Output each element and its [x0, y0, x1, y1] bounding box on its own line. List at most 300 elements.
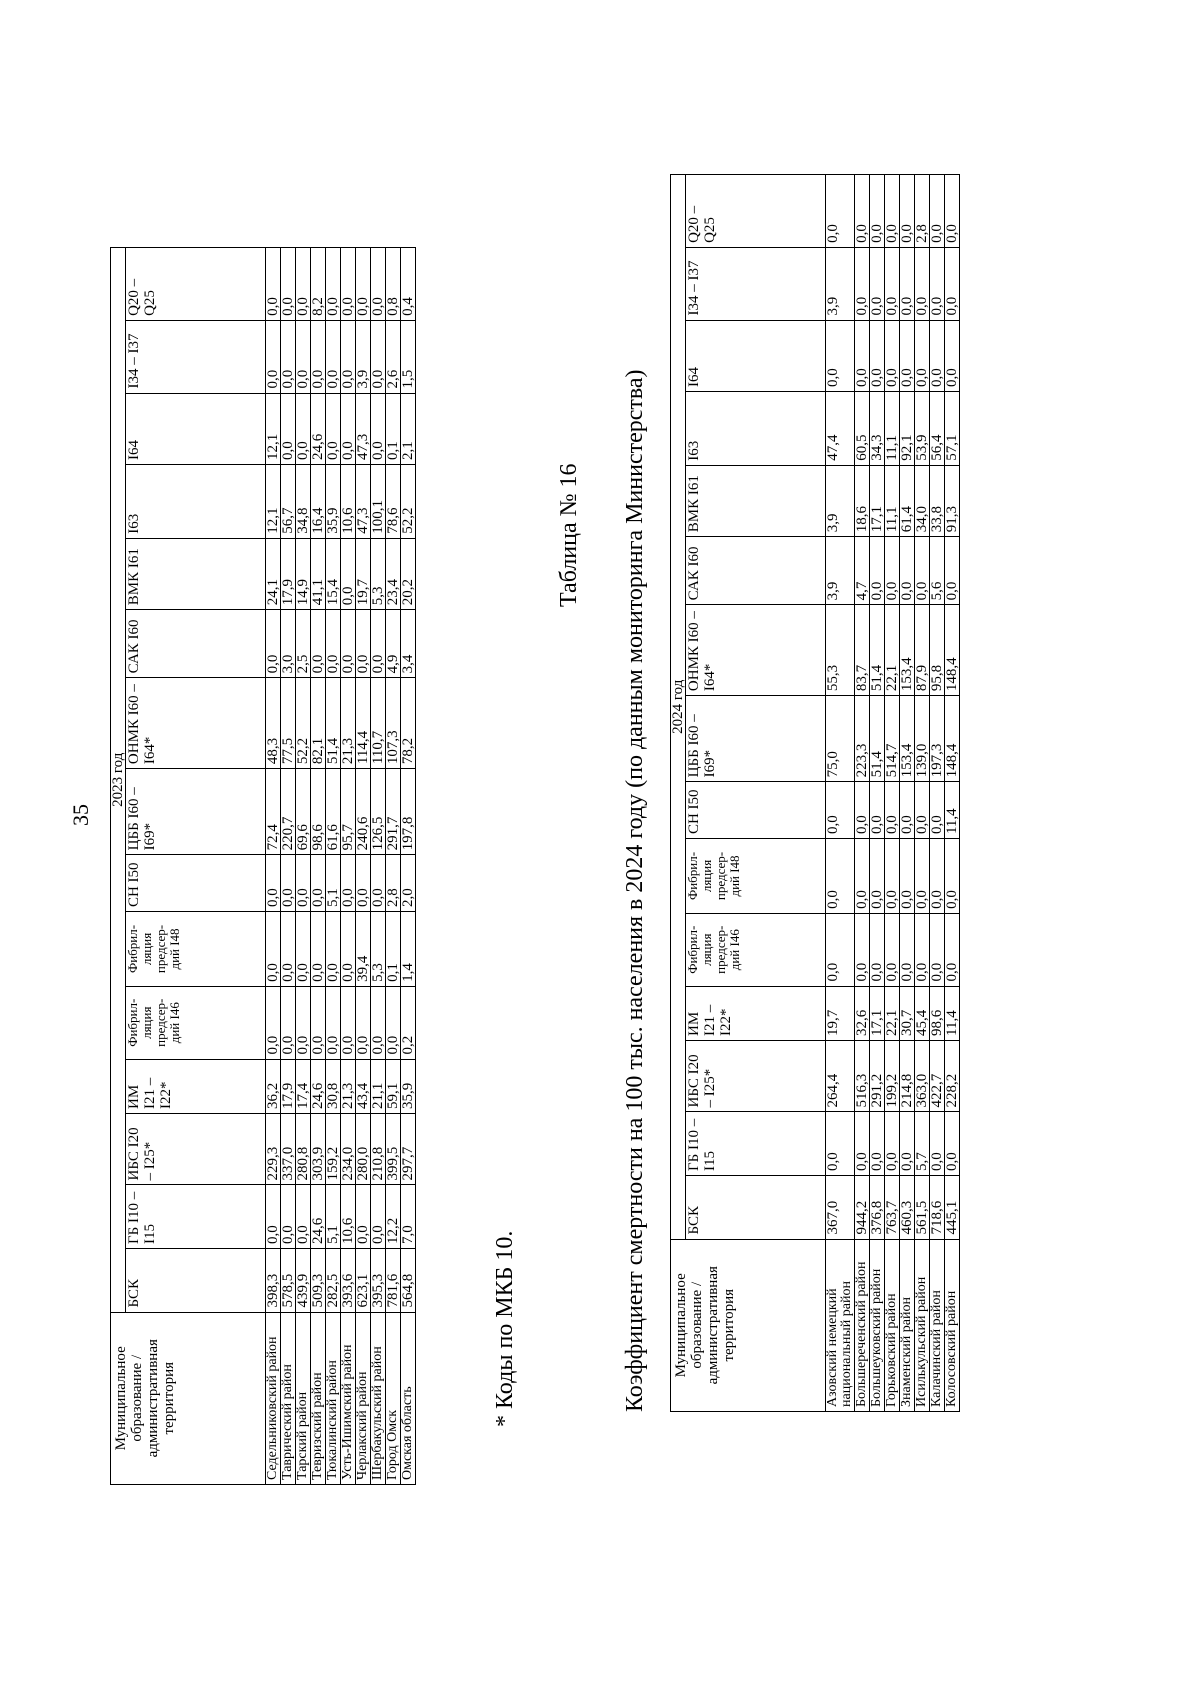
- table-cell: 0,0: [281, 912, 296, 987]
- table-cell: 0,0: [371, 610, 386, 678]
- table-cell: 0,0: [900, 913, 915, 986]
- table-cell: 3,9: [826, 247, 855, 320]
- territory-name: Тюкалинский район: [326, 1312, 341, 1484]
- table-cell: 10,6: [341, 1185, 356, 1249]
- table-cell: 0,0: [855, 175, 870, 248]
- table-row: [386, 248, 401, 1485]
- fp146-header: Фибрил-ляция предсер-дий I46: [686, 913, 826, 986]
- table-cell: 0,0: [855, 913, 870, 986]
- table-cell: 0,1: [386, 912, 401, 987]
- table-cell: 781,6: [386, 1249, 401, 1313]
- territory-name: Усть-Ишимский район: [341, 1312, 356, 1484]
- table-cell: 0,0: [930, 839, 945, 914]
- table-cell: 0,0: [356, 610, 371, 678]
- table-cell: 0,0: [900, 247, 915, 320]
- table-cell: 0,0: [930, 247, 945, 320]
- table-cell: 61,4: [900, 465, 915, 536]
- table-cell: 5,3: [371, 538, 386, 609]
- sak-header: САК I60: [126, 610, 266, 678]
- table-cell: 110,7: [371, 678, 386, 769]
- table-cell: 52,2: [296, 678, 311, 769]
- ibs-header: ИБС I20 – I25*: [126, 1113, 266, 1184]
- table-cell: 0,0: [296, 320, 311, 393]
- table-cell: 291,7: [386, 769, 401, 855]
- table-cell: 0,0: [945, 1112, 960, 1176]
- table-cell: 376,8: [870, 1176, 885, 1240]
- table-cell: 0,0: [266, 1185, 281, 1249]
- i63-header: I63: [126, 465, 266, 539]
- table-cell: 234,0: [341, 1113, 356, 1184]
- table-row: [855, 175, 870, 1412]
- table-cell: 0,0: [870, 913, 885, 986]
- table-cell: 100,1: [371, 465, 386, 539]
- table2-body: [671, 175, 960, 1412]
- table-cell: 19,7: [356, 538, 371, 609]
- table-cell: 220,7: [281, 769, 296, 855]
- table-cell: 0,0: [826, 913, 855, 986]
- territory-header: Муниципальное образование / административная территория: [111, 1312, 266, 1484]
- table-row: [356, 248, 371, 1485]
- table-row: [371, 248, 386, 1485]
- table-cell: 77,5: [281, 678, 296, 769]
- table-cell: 69,6: [296, 769, 311, 855]
- table-cell: 0,0: [311, 855, 326, 912]
- table-cell: 0,0: [915, 320, 930, 391]
- table-cell: 0,0: [900, 782, 915, 839]
- table-cell: 516,3: [855, 1040, 870, 1111]
- table-cell: 1,4: [401, 912, 416, 987]
- vmk-header: ВМК I61: [126, 538, 266, 609]
- table-cell: 24,1: [266, 538, 281, 609]
- table-cell: 0,0: [826, 320, 855, 391]
- table-cell: 12,1: [266, 393, 281, 464]
- table-cell: 17,9: [281, 1059, 296, 1113]
- table-cell: 0,0: [900, 175, 915, 248]
- table-cell: 82,1: [311, 678, 326, 769]
- table-cell: 14,9: [296, 538, 311, 609]
- table-cell: 55,3: [826, 605, 855, 696]
- table-row: [266, 248, 281, 1485]
- table-cell: 0,0: [296, 393, 311, 464]
- table-cell: 0,0: [915, 913, 930, 986]
- sak-header: САК I60: [686, 537, 826, 605]
- table-cell: 5,1: [326, 855, 341, 912]
- table-cell: 2,1: [401, 393, 416, 464]
- table-cell: 2,6: [386, 320, 401, 393]
- table-cell: 0,0: [870, 537, 885, 605]
- table-cell: 91,3: [945, 465, 960, 536]
- table-row: [915, 175, 930, 1412]
- territory-name: Большеуковский район: [870, 1239, 885, 1411]
- table-cell: 7,0: [401, 1185, 416, 1249]
- table-cell: 18,6: [855, 465, 870, 536]
- mortality-table-2023: [110, 247, 416, 1485]
- i63-header: I63: [686, 392, 826, 466]
- table-cell: 11,1: [885, 392, 900, 466]
- territory-name: Тевризский район: [311, 1312, 326, 1484]
- table-cell: 12,1: [266, 465, 281, 539]
- table-cell: 0,0: [326, 986, 341, 1059]
- table-cell: 39,4: [356, 912, 371, 987]
- table-cell: 47,4: [826, 392, 855, 466]
- table-cell: 0,0: [326, 610, 341, 678]
- table-cell: 0,0: [356, 986, 371, 1059]
- territory-name: Азовский немецкий национальный район: [826, 1239, 855, 1411]
- table-cell: 0,0: [341, 855, 356, 912]
- table-cell: 0,0: [885, 839, 900, 914]
- table-cell: 0,0: [900, 1112, 915, 1176]
- table-cell: 0,0: [356, 248, 371, 321]
- table-cell: 0,0: [371, 855, 386, 912]
- table-cell: 98,6: [311, 769, 326, 855]
- table-cell: 23,4: [386, 538, 401, 609]
- table-cell: 0,0: [885, 913, 900, 986]
- table-cell: 280,8: [296, 1113, 311, 1184]
- table1-body: [111, 248, 416, 1485]
- table-cell: 445,1: [945, 1176, 960, 1240]
- gb-header: ГБ I10 – I15: [126, 1185, 266, 1249]
- table-cell: 395,3: [371, 1249, 386, 1313]
- table-row: [826, 175, 855, 1412]
- table-cell: 0,0: [326, 393, 341, 464]
- table-cell: 197,3: [930, 696, 945, 782]
- table-cell: 578,5: [281, 1249, 296, 1313]
- table-cell: 0,0: [341, 320, 356, 393]
- table-cell: 22,1: [885, 986, 900, 1040]
- table-cell: 439,9: [296, 1249, 311, 1313]
- territory-name: Колосовский район: [945, 1239, 960, 1411]
- table-cell: 0,0: [356, 1185, 371, 1249]
- table-cell: 0,0: [281, 1185, 296, 1249]
- table-cell: 0,0: [915, 839, 930, 914]
- table-cell: 2,0: [401, 855, 416, 912]
- table-row: [885, 175, 900, 1412]
- table-cell: 0,0: [281, 248, 296, 321]
- table-cell: 48,3: [266, 678, 281, 769]
- table-cell: 0,0: [885, 1112, 900, 1176]
- table-cell: 16,4: [311, 465, 326, 539]
- table-cell: 60,5: [855, 392, 870, 466]
- table-row: [326, 248, 341, 1485]
- table-cell: 148,4: [945, 696, 960, 782]
- table-cell: 153,4: [900, 696, 915, 782]
- table-cell: 280,0: [356, 1113, 371, 1184]
- year-header: 2024 год: [671, 175, 686, 1240]
- table-cell: 623,1: [356, 1249, 371, 1313]
- table-cell: 0,0: [870, 1112, 885, 1176]
- page-number: 35: [68, 804, 93, 826]
- table-cell: 17,1: [870, 465, 885, 536]
- sn-header: СН I50: [126, 855, 266, 912]
- table-row: [870, 175, 885, 1412]
- i64-header: I64: [686, 320, 826, 391]
- table-cell: 0,0: [870, 782, 885, 839]
- table-cell: 35,9: [326, 465, 341, 539]
- table-cell: 0,0: [311, 610, 326, 678]
- table-cell: 0,0: [855, 247, 870, 320]
- table-cell: 33,8: [930, 465, 945, 536]
- table-cell: 3,9: [826, 537, 855, 605]
- table-cell: 15,4: [326, 538, 341, 609]
- table-cell: 52,2: [401, 465, 416, 539]
- ibs-header: ИБС I20 – I25*: [686, 1040, 826, 1111]
- table-cell: 0,0: [266, 855, 281, 912]
- table-cell: 21,3: [341, 1059, 356, 1113]
- table-cell: 34,0: [915, 465, 930, 536]
- table-cell: 228,2: [945, 1040, 960, 1111]
- table-cell: 87,9: [915, 605, 930, 696]
- table-cell: 0,0: [870, 175, 885, 248]
- table-cell: 0,0: [371, 393, 386, 464]
- table-cell: 56,4: [930, 392, 945, 466]
- bsk-header: БСК: [126, 1249, 266, 1313]
- table-cell: 0,0: [296, 855, 311, 912]
- table-cell: 78,2: [401, 678, 416, 769]
- table-cell: 944,2: [855, 1176, 870, 1240]
- q20-header: Q20 – Q25: [126, 248, 266, 321]
- table-cell: 0,0: [371, 248, 386, 321]
- i34-header: I34 – I37: [126, 320, 266, 393]
- table-cell: 223,3: [855, 696, 870, 782]
- table-cell: 0,0: [930, 320, 945, 391]
- table-cell: 0,0: [826, 839, 855, 914]
- table-cell: 95,7: [341, 769, 356, 855]
- table-cell: 57,1: [945, 392, 960, 466]
- year-header: 2023 год: [111, 248, 126, 1313]
- table-cell: 0,0: [266, 610, 281, 678]
- table-cell: 0,0: [885, 247, 900, 320]
- table-cell: 393,6: [341, 1249, 356, 1313]
- territory-name: Таврический район: [281, 1312, 296, 1484]
- im-header: ИМ I21 – I22*: [686, 986, 826, 1040]
- table-cell: 514,7: [885, 696, 900, 782]
- table-cell: 95,8: [930, 605, 945, 696]
- table-cell: 41,1: [311, 538, 326, 609]
- table-cell: 24,6: [311, 393, 326, 464]
- table-cell: 0,1: [386, 393, 401, 464]
- i64-header: I64: [126, 393, 266, 464]
- table-cell: 0,0: [930, 913, 945, 986]
- territory-name: Седельниковский район: [266, 1312, 281, 1484]
- footnote: * Коды по МКБ 10.: [492, 1230, 518, 1427]
- i34-header: I34 – I37: [686, 247, 826, 320]
- onmk-header: ОНМК I60 – I64*: [126, 678, 266, 769]
- table-cell: 43,4: [356, 1059, 371, 1113]
- table-cell: 0,0: [826, 782, 855, 839]
- territory-name: Горьковский район: [885, 1239, 900, 1411]
- table-cell: 422,7: [930, 1040, 945, 1111]
- territory-header: Муниципальное образование / административная территория: [671, 1239, 826, 1411]
- table-cell: 303,9: [311, 1113, 326, 1184]
- territory-name: Шербакульский район: [371, 1312, 386, 1484]
- table-cell: 51,4: [326, 678, 341, 769]
- table-cell: 718,6: [930, 1176, 945, 1240]
- table-cell: 32,6: [855, 986, 870, 1040]
- table-cell: 0,0: [296, 248, 311, 321]
- table-cell: 0,0: [826, 1112, 855, 1176]
- table-title: Коэффициент смертности на 100 тыс. населения в 2024 году (по данным мониторинга Министерства): [622, 369, 648, 1412]
- table-cell: 0,0: [915, 537, 930, 605]
- onmk-header: ОНМК I60 – I64*: [686, 605, 826, 696]
- table-cell: 72,4: [266, 769, 281, 855]
- table-cell: 0,8: [386, 248, 401, 321]
- table-row: [945, 175, 960, 1412]
- table-cell: 35,9: [401, 1059, 416, 1113]
- table-cell: 98,6: [930, 986, 945, 1040]
- table-cell: 0,0: [281, 320, 296, 393]
- table-cell: 19,7: [826, 986, 855, 1040]
- table-cell: 0,0: [900, 839, 915, 914]
- table-cell: 564,8: [401, 1249, 416, 1313]
- table-cell: 0,0: [266, 912, 281, 987]
- table-cell: 0,0: [266, 320, 281, 393]
- table-cell: 0,0: [371, 320, 386, 393]
- table-row: [900, 175, 915, 1412]
- table-cell: 0,0: [296, 1185, 311, 1249]
- table-cell: 0,0: [885, 175, 900, 248]
- table-cell: 21,1: [371, 1059, 386, 1113]
- table-cell: 0,0: [371, 1185, 386, 1249]
- table-cell: 0,0: [341, 610, 356, 678]
- table-cell: 509,3: [311, 1249, 326, 1313]
- table-cell: 0,0: [885, 537, 900, 605]
- table-cell: 0,0: [341, 393, 356, 464]
- table-cell: 34,3: [870, 392, 885, 466]
- table-cell: 5,3: [371, 912, 386, 987]
- table-cell: 0,0: [266, 986, 281, 1059]
- table-cell: 11,4: [945, 782, 960, 839]
- table-cell: 0,0: [296, 986, 311, 1059]
- table-cell: 2,5: [296, 610, 311, 678]
- table-cell: 34,8: [296, 465, 311, 539]
- table-cell: 0,0: [266, 248, 281, 321]
- table-cell: 0,4: [401, 248, 416, 321]
- table-cell: 11,1: [885, 465, 900, 536]
- cbb-header: ЦББ I60 – I69*: [686, 696, 826, 782]
- table-cell: 0,0: [326, 320, 341, 393]
- table-cell: 0,0: [341, 986, 356, 1059]
- table-cell: 0,0: [945, 247, 960, 320]
- table-cell: 0,0: [311, 912, 326, 987]
- table-cell: 0,0: [281, 393, 296, 464]
- table-cell: 291,2: [870, 1040, 885, 1111]
- table-cell: 0,0: [855, 1112, 870, 1176]
- table-cell: 0,0: [915, 782, 930, 839]
- table-cell: 0,0: [945, 839, 960, 914]
- table-cell: 30,8: [326, 1059, 341, 1113]
- table-cell: 12,2: [386, 1185, 401, 1249]
- table-cell: 21,3: [341, 678, 356, 769]
- table-cell: 3,9: [826, 465, 855, 536]
- table-cell: 3,4: [401, 610, 416, 678]
- table-cell: 399,5: [386, 1113, 401, 1184]
- table-cell: 22,1: [885, 605, 900, 696]
- table-cell: 0,0: [885, 782, 900, 839]
- table-cell: 0,2: [401, 986, 416, 1059]
- table-cell: 148,4: [945, 605, 960, 696]
- table-cell: 0,0: [356, 855, 371, 912]
- q20-header: Q20 – Q25: [686, 175, 826, 248]
- table-cell: 24,6: [311, 1185, 326, 1249]
- table-cell: 5,6: [930, 537, 945, 605]
- table-cell: 337,0: [281, 1113, 296, 1184]
- table-cell: 139,0: [915, 696, 930, 782]
- table-cell: 153,4: [900, 605, 915, 696]
- table-cell: 0,0: [870, 247, 885, 320]
- table-cell: 0,0: [930, 782, 945, 839]
- table-cell: 0,0: [915, 247, 930, 320]
- table-cell: 159,2: [326, 1113, 341, 1184]
- table-row: [341, 248, 356, 1485]
- table-cell: 1,5: [401, 320, 416, 393]
- table-cell: 460,3: [900, 1176, 915, 1240]
- table-row: [296, 248, 311, 1485]
- territory-name: Большереченский район: [855, 1239, 870, 1411]
- table-cell: 11,4: [945, 986, 960, 1040]
- table-cell: 0,0: [900, 537, 915, 605]
- table-cell: 229,3: [266, 1113, 281, 1184]
- table-cell: 30,7: [900, 986, 915, 1040]
- table-cell: 363,0: [915, 1040, 930, 1111]
- table-cell: 3,9: [356, 320, 371, 393]
- table-cell: 0,0: [281, 855, 296, 912]
- table-cell: 45,4: [915, 986, 930, 1040]
- vmk-header: ВМК I61: [686, 465, 826, 536]
- territory-name: Омская область: [401, 1312, 416, 1484]
- table-cell: 24,6: [311, 1059, 326, 1113]
- table-cell: 0,0: [341, 538, 356, 609]
- territory-name: Город Омск: [386, 1312, 401, 1484]
- fp148-header: Фибрил-ляция предсер-дий I48: [686, 839, 826, 914]
- table-cell: 92,1: [900, 392, 915, 466]
- table-cell: 367,0: [826, 1176, 855, 1240]
- table-cell: 2,8: [915, 175, 930, 248]
- table-cell: 214,8: [900, 1040, 915, 1111]
- table-cell: 56,7: [281, 465, 296, 539]
- mortality-table-2024: [670, 174, 960, 1412]
- table-cell: 197,8: [401, 769, 416, 855]
- fp148-header: Фибрил-ляция предсер-дий I48: [126, 912, 266, 987]
- territory-name: Тарский район: [296, 1312, 311, 1484]
- table-cell: 4,9: [386, 610, 401, 678]
- table-cell: 36,2: [266, 1059, 281, 1113]
- gb-header: ГБ I10 – I15: [686, 1112, 826, 1176]
- table-cell: 0,0: [311, 986, 326, 1059]
- table-row: [281, 248, 296, 1485]
- table-cell: 0,0: [945, 320, 960, 391]
- table-cell: 107,3: [386, 678, 401, 769]
- table-cell: 0,0: [281, 986, 296, 1059]
- table-cell: 114,4: [356, 678, 371, 769]
- table-cell: 83,7: [855, 605, 870, 696]
- table-cell: 61,6: [326, 769, 341, 855]
- table-cell: 5,1: [326, 1185, 341, 1249]
- table-cell: 47,3: [356, 465, 371, 539]
- table-cell: 240,6: [356, 769, 371, 855]
- sn-header: СН I50: [686, 782, 826, 839]
- table-cell: 59,1: [386, 1059, 401, 1113]
- table-cell: 75,0: [826, 696, 855, 782]
- table-cell: 4,7: [855, 537, 870, 605]
- table-cell: 0,0: [371, 986, 386, 1059]
- table-cell: 282,5: [326, 1249, 341, 1313]
- table-cell: 17,9: [281, 538, 296, 609]
- table-row: [930, 175, 945, 1412]
- table-cell: 0,0: [326, 912, 341, 987]
- territory-name: Исилькульский район: [915, 1239, 930, 1411]
- table-cell: 51,4: [870, 696, 885, 782]
- table-cell: 199,2: [885, 1040, 900, 1111]
